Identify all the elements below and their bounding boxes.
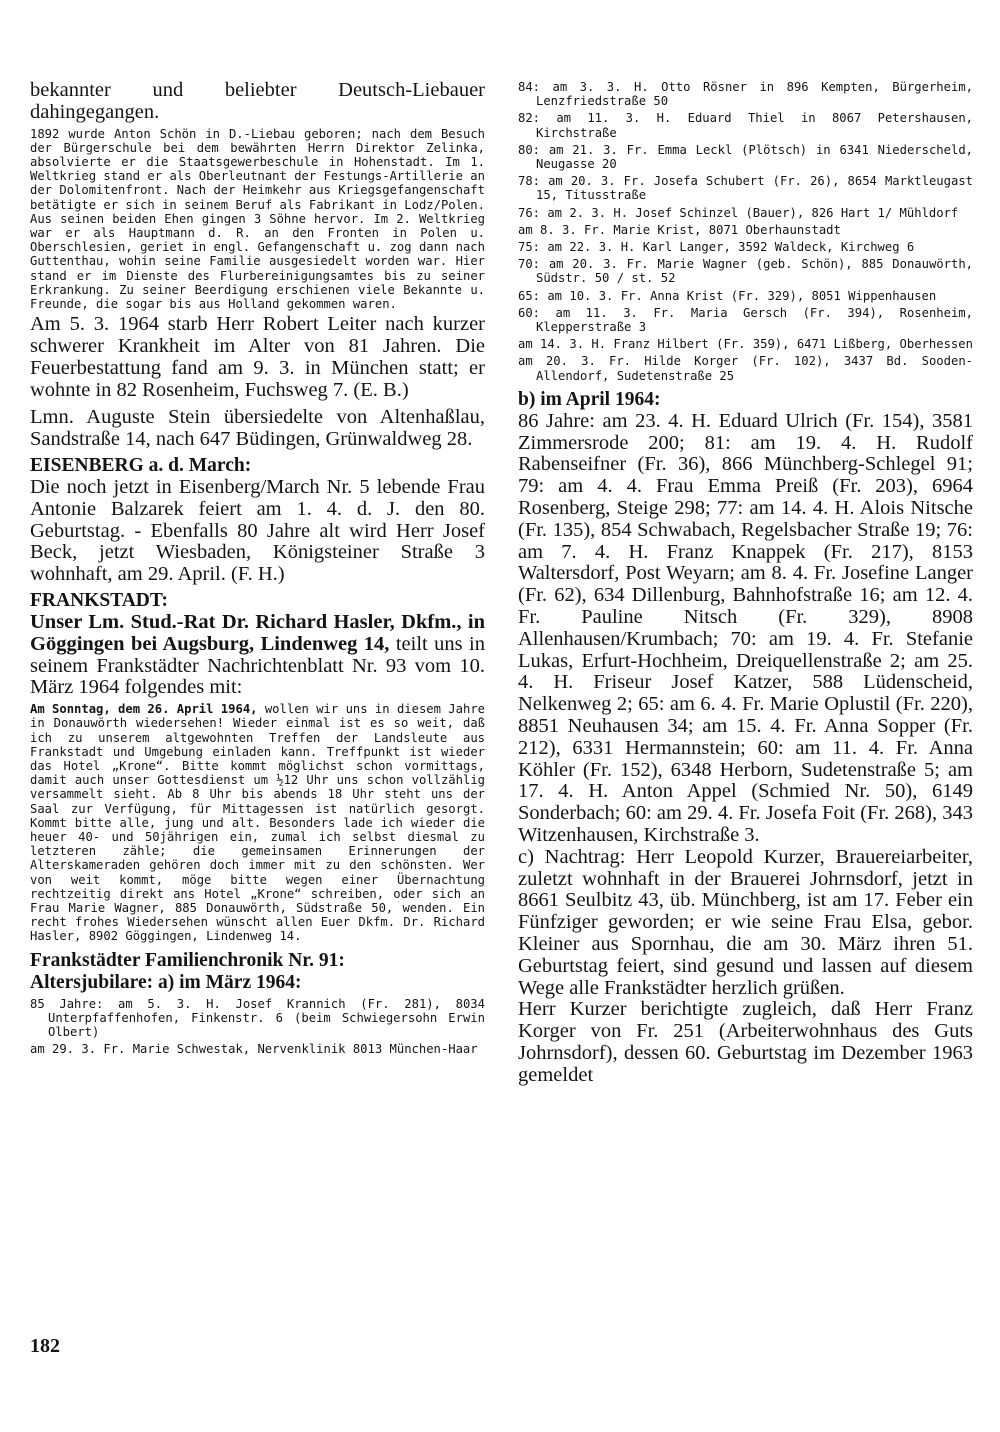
list-item: 78: am 20. 3. Fr. Josefa Schubert (Fr. 26), 8654 Marktleugast 15, Titusstraße bbox=[518, 174, 973, 203]
invitation-text: wollen wir uns in diesem Jahre in Donauwörth wiedersehen! Wieder einmal ist es so weit, daß ich zu unserem altgewohnten Treffen der Landsleute aus Frankstadt und Umgebung einladen kann. Treffpunkt ist wieder das Hotel „Krone“. Bitte kommt möglichst schon vormittags, damit auch unser Gottesdienst um ½12 Uhr uns schon vollzählig versammelt sieht. Ab 8 Uhr bis abends 18 Uhr steht uns der Saal zur Verfügung, für Mittagessen ist natürlich gesorgt. Kommt bitte alle, jung und alt. Besonders lade ich wieder die heuer 40- und 50jährigen ein, zumal ich selbst diesmal zu letzteren zähle; die gemeinsamen Erinnerungen der Alterskameraden gehören doch immer mit zu den schönsten. Wer von weit kommt, möge bitte wegen einer Übernachtung rechtzeitig direkt ans Hotel „Krone“ schreiben, oder sich an Frau Marie Wagner, 885 Donauwörth, Südstraße 50, wenden. Ein recht frohes Wiedersehen wünscht allen Euer Dkfm. Dr. Richard Hasler, 8902 Göggingen, Lindenweg 14. bbox=[30, 702, 485, 944]
list-item: 82: am 11. 3. H. Eduard Thiel in 8067 Petershausen, Kirchstraße bbox=[518, 111, 973, 140]
paragraph-hasler bbox=[30, 612, 485, 699]
invitation-bold-lead: Am Sonntag, dem 26. April 1964, bbox=[30, 702, 258, 717]
paragraph-stein: Lmn. Auguste Stein übersiedelte von Altenhaßlau, Sandstraße 14, nach 647 Büdingen, Grünwaldweg 28. bbox=[30, 406, 485, 451]
list-item: 85 Jahre: am 5. 3. H. Josef Krannich (Fr. 281), 8034 Unterpfaffenhofen, Finkenstr. 6 (beim Schwiegersohn Erwin Olbert) bbox=[30, 996, 485, 1040]
paragraph-eisenberg: Die noch jetzt in Eisenberg/March Nr. 5 lebende Frau Antonie Balzarek feiert am 1. 4. d. J. den 80. Geburtstag. - Ebenfalls 80 Jahre alt wird Herr Josef Beck, jetzt Wiesbaden, Königsteiner Straße 3 wohnhaft, am 29. April. (F. H.) bbox=[30, 476, 485, 586]
list-item: am 20. 3. Fr. Hilde Korger (Fr. 102), 3437 Bd. Sooden-Allendorf, Sudetenstraße 25 bbox=[518, 354, 973, 383]
paragraph-korger: Herr Kurzer berichtigte zugleich, daß Herr Franz Korger von Fr. 251 (Arbeiterwohnhaus des Guts Johrnsdorf), dessen 60. Geburtstag im Dezember 1963 gemeldet bbox=[518, 998, 973, 1086]
heading-eisenberg: EISENBERG a. d. March: bbox=[30, 455, 252, 477]
heading-april: b) im April 1964: bbox=[518, 388, 661, 410]
heading-frankstadt: FRANKSTADT: bbox=[30, 590, 168, 611]
paragraph-schoen-intro: bekannter und beliebter Deutsch-Liebauer dahingegangen. bbox=[30, 79, 485, 123]
list-item: 65: am 10. 3. Fr. Anna Krist (Fr. 329), 8051 Wippenhausen bbox=[518, 288, 937, 303]
paragraph-april-jubilare: 86 Jahre: am 23. 4. H. Eduard Ulrich (Fr. 154), 3581 Zimmersrode 200; 81: am 19. 4. H. Rudolf Rabenseifner (Fr. 36), 866 Münchberg-Schlegel 91; 79: am 4. 4. Frau Emma Preiß (Fr. 203), 6964 Rosenberg, Steige 298; 77: am 14. 4. H. Alois Nitsche (Fr. 135), 854 Schwabach, Regelsbacher Straße 19; 76: am 7. 4. H. Franz Knappek (Fr. 217), 8153 Waltersdorf, Post Weyarn; am 8. 4. Fr. Josefine Langer (Fr. 62), 634 Dillenburg, Bahnhofstraße 16; am 12. 4. Fr. Pauline Nitsch (Fr. 329), 8908 Allenhausen/Krumbach; 70: am 19. 4. Fr. Stefanie Lukas, Erfurt-Hochheim, Dreiquellenstraße 2; am 25. 4. H. Friseur Josef Katzer, 588 Lüdenscheid, Nelkenweg 2; 65: am 6. 4. Fr. Marie Oplustil (Fr. 220), 8851 Neuhausen 34; am 15. 4. Fr. Anna Sopper (Fr. 212), 6331 Hermannstein; 60: am 11. 4. Fr. Anna Köhler (Fr. 152), 6348 Herborn, Sudetenstraße 5; am 17. 4. H. Anton Appel (Schmied Nr. 50), 6149 Sonderbach; 60: am 29. 4. Fr. Josefa Foit (Fr. 268), 343 Witzenhausen, Kirchstraße 3. bbox=[518, 409, 973, 846]
heading-altersjubilare-maerz: Altersjubilare: a) im März 1964: bbox=[30, 971, 302, 993]
list-item: am 29. 3. Fr. Marie Schwestak, Nervenklinik 8013 München-Haar bbox=[30, 1042, 478, 1057]
paragraph-invitation bbox=[30, 702, 485, 943]
list-item: 60: am 11. 3. Fr. Maria Gersch (Fr. 394), Rosenheim, Klepperstraße 3 bbox=[518, 305, 973, 335]
heading-familienchronik: Frankstädter Familienchronik Nr. 91: bbox=[30, 949, 345, 971]
left-column bbox=[30, 80, 485, 1059]
list-item: 76: am 2. 3. H. Josef Schinzel (Bauer), 826 Hart 1/ Mühldorf bbox=[518, 205, 959, 220]
right-column bbox=[518, 80, 973, 1087]
paragraph-leiter: Am 5. 3. 1964 starb Herr Robert Leiter nach kurzer schwerer Krankheit im Alter von 81 Jahren. Die Feuerbestattung fand am 9. 3. in München statt; er wohnte in 82 Rosenheim, Fuchsweg 7. (E. B.) bbox=[30, 313, 485, 401]
hasler-bold-lead: Unser Lm. Stud.-Rat Dr. Richard Hasler, Dkfm., in Göggingen bei Augsburg, Lindenweg 14, bbox=[30, 611, 485, 655]
list-item: am 8. 3. Fr. Marie Krist, 8071 Oberhaunstadt bbox=[518, 222, 841, 237]
list-item: 80: am 21. 3. Fr. Emma Leckl (Plötsch) in 6341 Niederscheld, Neugasse 20 bbox=[518, 142, 973, 172]
hasler-text: teilt uns in seinem Frankstädter Nachrichtenblatt Nr. 93 vom 10. März 1964 folgendes mit: bbox=[30, 632, 485, 699]
paragraph-nachtrag: c) Nachtrag: Herr Leopold Kurzer, Brauereiarbeiter, zuletzt wohnhaft in der Brauerei Johrnsdorf, jetzt in 8661 Seulbitz 43, üb. Münchberg, ist am 17. Feber ein Fünfziger geworden; er wie seine Frau Elsa, gebor. Kleiner aus Spornhau, die am 30. März ihren 51. Geburtstag feiert, sind gesund und lassen auf diesem Wege alle Frankstädter herzlich grüßen. bbox=[518, 845, 973, 999]
page-number: 182 bbox=[30, 1335, 60, 1357]
list-item: 70: am 20. 3. Fr. Marie Wagner (geb. Schön), 885 Donauwörth, Südstr. 50 / st. 52 bbox=[518, 257, 973, 286]
list-item: 75: am 22. 3. H. Karl Langer, 3592 Waldeck, Kirchweg 6 bbox=[518, 240, 915, 255]
list-item: 84: am 3. 3. H. Otto Rösner in 896 Kempten, Bürgerheim, Lenzfriedstraße 50 bbox=[518, 80, 973, 109]
paragraph-schoen-biography: 1892 wurde Anton Schön in D.-Liebau geboren; nach dem Besuch der Bürgerschule bei dem bewährten Herrn Direktor Zelinka, absolvierte er die Staatsgewerbeschule in Hohenstadt. Im 1. Weltkrieg stand er als Oberleutnant der Festungs-Artillerie an der Dolomitenfront. Nach der Heimkehr aus Kriegsgefangenschaft betätigte er sich in seinem Beruf als Fabrikant in Lodz/Polen. Aus seinen beiden Ehen gingen 3 Söhne hervor. Im 2. Weltkrieg war er als Hauptmann d. R. an den Fronten in Polen u. Oberschlesien, geriet in engl. Gefangenschaft u. zog dann nach Guttenthau, wohin seine Familie ausgesiedelt worden war. Hier stand er im Dienste des Flurbereinigungsamtes bis zu seiner Erkrankung. Zu seiner Beerdigung erschienen viele Bekannte u. Freunde, die sogar bis aus Holland gekommen waren. bbox=[30, 126, 485, 312]
list-item: am 14. 3. H. Franz Hilbert (Fr. 359), 6471 Lißberg, Oberhessen bbox=[518, 337, 973, 352]
